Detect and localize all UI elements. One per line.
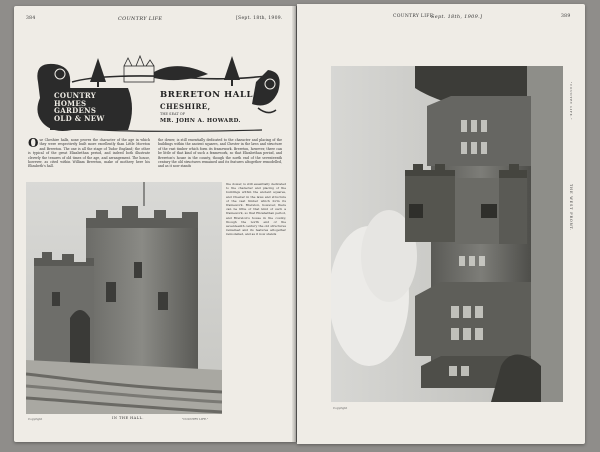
west-front-caption: THE WEST FRONT. — [569, 184, 573, 231]
drop-cap: O — [28, 138, 39, 150]
left-page — [14, 6, 296, 442]
magazine-spread — [10, 6, 590, 446]
hall-photo-caption: IN THE HALL. — [112, 416, 144, 420]
left-column-1 — [28, 138, 150, 178]
left-column-3-text: the dower, is still essentially dedicated to the character and placing of the buildings within the ancient squares, and Chester in the laws and structure of the vast timber which form its framework. Brereton, however, there can be little of that kind of such a framework, so that Elizabethan period, and Brereton's house in the county, though the north end of the seventeenth century the old structures remained and its features altogether remodelled, and as it now stands — [226, 182, 286, 237]
right-page — [297, 4, 585, 444]
left-column-2 — [158, 138, 282, 178]
west-front-photo — [331, 66, 563, 402]
hall-photo — [26, 182, 222, 414]
left-column-1-text: ur Cheshire halls, none proves the character of the age in which they were respectively built more excellently than Little Moreton and Brereton. The one is all the stage of Tudor England; the other is typical of the great Elizabethan period, and indeed both illustrate cleverly the tenures of old times of the age, and arrangement. The house, however, as cited within William Brereton, make of mothery here his Elizabeth's hall. — [28, 138, 150, 169]
article-county: CHESHIRE, — [160, 102, 211, 111]
left-column-3 — [226, 182, 286, 412]
banner-line-homes: HOMES — [54, 98, 87, 108]
left-column-2-text: the dower, is still essentially dedicated to the character and placing of the buildings within the ancient squares, and Chester in the laws and structure of the vast timber which form its framework. Brereton, however, there can be little of that kind of such a framework, so that Elizabethan period, and Brereton's house in the county, though the north end of the seventeenth century the old structures remained and its features altogether remodelled, and as it now stands — [158, 138, 282, 169]
left-page-number: 384 — [26, 16, 36, 21]
banner-text — [54, 92, 126, 122]
banner-line-gardens: GARDENS — [54, 106, 97, 115]
hall-photo-credit-right: "COUNTRY LIFE." — [182, 417, 209, 421]
right-page-number: 389 — [561, 14, 571, 19]
article-seat-of: THE SEAT OF — [160, 112, 186, 116]
left-running-title: COUNTRY LIFE — [118, 16, 163, 22]
left-date: [Sept. 18th, 1909. — [236, 16, 283, 21]
hall-photo-credit-left: Copyright — [28, 417, 43, 421]
banner-line-country: COUNTRY — [54, 91, 97, 100]
article-owner: MR. JOHN A. HOWARD. — [160, 118, 241, 124]
banner-line-old-new: OLD & NEW — [54, 113, 105, 123]
west-front-credit-right: "COUNTRY LIFE." — [569, 82, 573, 121]
article-title: BRERETON HALL, — [160, 90, 257, 100]
right-date: Sept. 18th, 1909.] — [431, 14, 483, 20]
west-front-credit-left: Copyright — [333, 406, 348, 410]
right-running-title: COUNTRY LIFE — [393, 14, 434, 19]
